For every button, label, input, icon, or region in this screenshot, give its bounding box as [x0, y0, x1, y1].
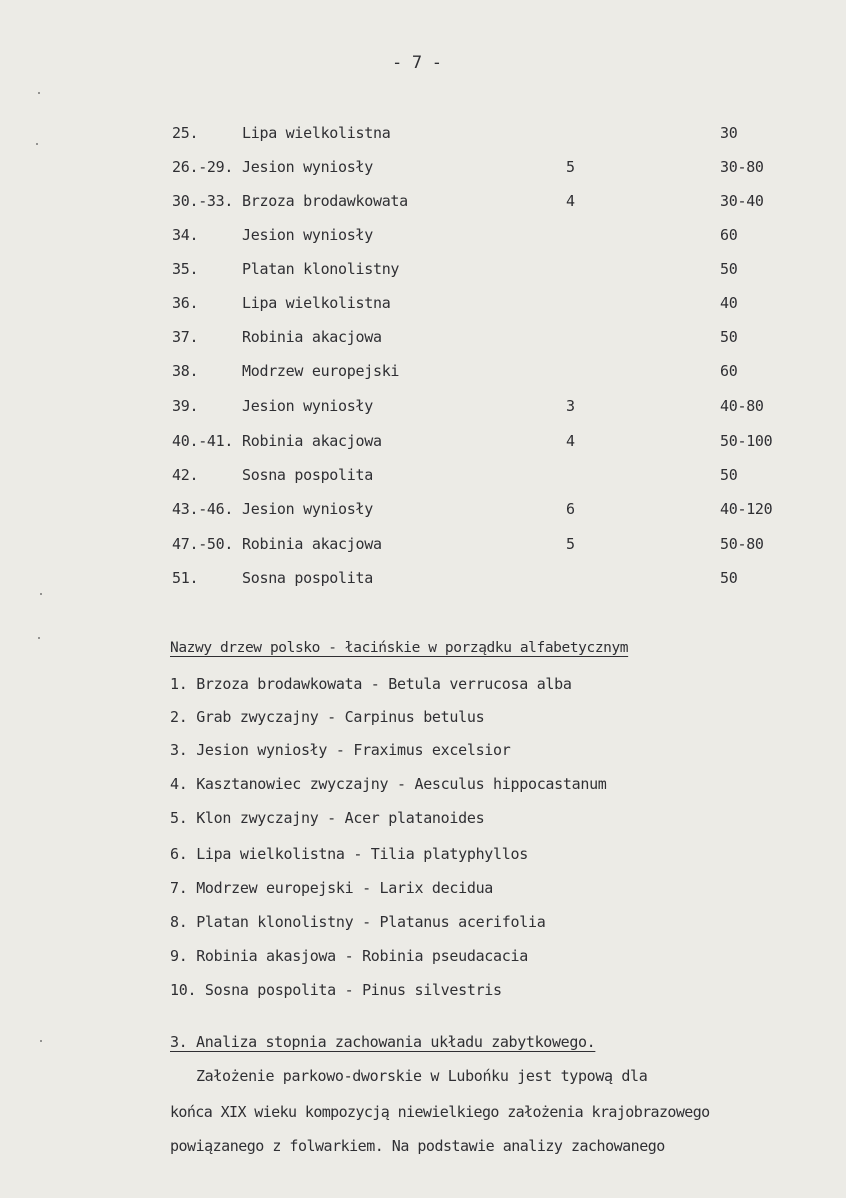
paragraph-line: końca XIX wieku kompozycją niewielkiego założenia krajobrazowego — [170, 1103, 710, 1121]
tree-name: Sosna pospolita — [242, 466, 373, 484]
tree-name: Lipa wielkolistna — [242, 124, 391, 142]
scan-speck — [40, 593, 42, 595]
scan-speck — [36, 143, 38, 145]
tree-name: Robinia akacjowa — [242, 535, 382, 553]
list-item: 1. Brzoza brodawkowata - Betula verrucosa alba — [170, 675, 572, 693]
tree-number: 40.-41. — [172, 432, 234, 450]
tree-name: Platan klonolistny — [242, 260, 400, 278]
tree-size: 30 — [720, 124, 738, 142]
tree-name: Jesion wyniosły — [242, 226, 373, 244]
tree-size: 50 — [720, 260, 738, 278]
tree-size: 50 — [720, 569, 738, 587]
tree-number: 38. — [172, 362, 199, 380]
tree-number: 36. — [172, 294, 199, 312]
tree-size: 50-100 — [720, 432, 773, 450]
names-heading: Nazwy drzew polsko - łacińskie w porządku alfabetycznym — [170, 640, 629, 656]
tree-name: Sosna pospolita — [242, 569, 373, 587]
tree-size: 30-80 — [720, 158, 764, 176]
list-item: 4. Kasztanowiec zwyczajny - Aesculus hippocastanum — [170, 775, 607, 793]
tree-number: 39. — [172, 397, 199, 415]
tree-size: 40-120 — [720, 500, 773, 518]
tree-size: 50 — [720, 466, 738, 484]
page-number: - 7 - — [392, 53, 442, 73]
tree-number: 26.-29. — [172, 158, 234, 176]
tree-name: Robinia akacjowa — [242, 328, 382, 346]
scan-speck — [38, 92, 40, 94]
list-item: 2. Grab zwyczajny - Carpinus betulus — [170, 708, 485, 726]
tree-size: 40-80 — [720, 397, 764, 415]
list-item: 9. Robinia akasjowa - Robinia pseudacacia — [170, 947, 528, 965]
tree-name: Robinia akacjowa — [242, 432, 382, 450]
tree-size: 60 — [720, 226, 738, 244]
tree-number: 43.-46. — [172, 500, 234, 518]
tree-count: 4 — [566, 192, 575, 210]
list-item: 10. Sosna pospolita - Pinus silvestris — [170, 981, 502, 999]
tree-number: 47.-50. — [172, 535, 234, 553]
scan-speck — [38, 637, 40, 639]
tree-count: 3 — [566, 397, 575, 415]
tree-count: 5 — [566, 158, 575, 176]
tree-count: 5 — [566, 535, 575, 553]
tree-number: 42. — [172, 466, 199, 484]
list-item: 7. Modrzew europejski - Larix decidua — [170, 879, 494, 897]
tree-size: 50 — [720, 328, 738, 346]
tree-number: 25. — [172, 124, 199, 142]
tree-size: 40 — [720, 294, 738, 312]
paragraph-line: powiązanego z folwarkiem. Na podstawie analizy zachowanego — [170, 1137, 665, 1155]
tree-name: Jesion wyniosły — [242, 397, 373, 415]
tree-number: 35. — [172, 260, 199, 278]
tree-number: 37. — [172, 328, 199, 346]
tree-size: 60 — [720, 362, 738, 380]
tree-name: Modrzew europejski — [242, 362, 400, 380]
tree-size: 50-80 — [720, 535, 764, 553]
list-item: 6. Lipa wielkolistna - Tilia platyphyllos — [170, 845, 528, 863]
list-item: 3. Jesion wyniosły - Fraximus excelsior — [170, 741, 511, 759]
tree-size: 30-40 — [720, 192, 764, 210]
list-item: 5. Klon zwyczajny - Acer platanoides — [170, 809, 485, 827]
tree-number: 34. — [172, 226, 199, 244]
tree-number: 30.-33. — [172, 192, 234, 210]
tree-name: Lipa wielkolistna — [242, 294, 391, 312]
tree-name: Jesion wyniosły — [242, 158, 373, 176]
tree-name: Jesion wyniosły — [242, 500, 373, 518]
tree-count: 4 — [566, 432, 575, 450]
tree-name: Brzoza brodawkowata — [242, 192, 408, 210]
section-heading: 3. Analiza stopnia zachowania układu zabytkowego. — [170, 1033, 596, 1051]
tree-count: 6 — [566, 500, 575, 518]
tree-number: 51. — [172, 569, 199, 587]
paragraph-line: Założenie parkowo-dworskie w Lubońku jest typową dla — [196, 1067, 648, 1085]
scan-speck — [40, 1040, 42, 1042]
list-item: 8. Platan klonolistny - Platanus acerifolia — [170, 913, 546, 931]
